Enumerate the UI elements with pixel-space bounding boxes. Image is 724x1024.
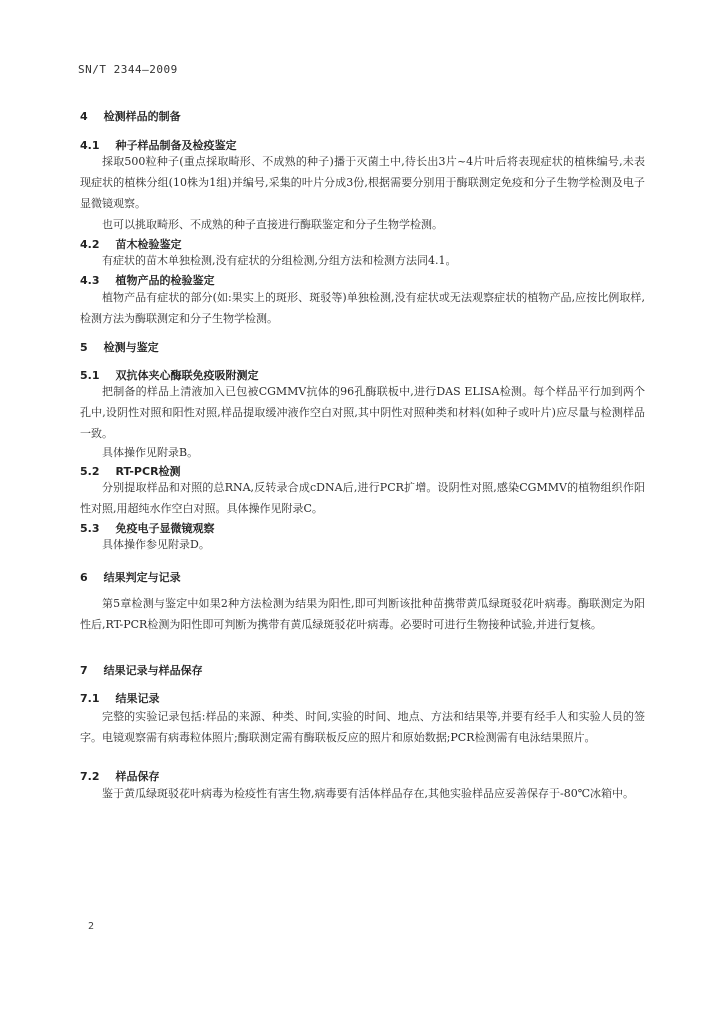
paragraph: 第5章检测与鉴定中如果2种方法检测为结果为阳性,即可判断该批种苗携带黄瓜绿斑驳花叶病毒。酶联测定为阳性后,RT-PCR检测为阳性即可判断为携带有黄瓜绿斑驳花叶病毒。必要时可进行生物接种试验,并进行复核。 xyxy=(80,597,645,631)
paragraph: 具体操作见附录B。 xyxy=(102,446,199,459)
section-number: 4.3 xyxy=(80,274,100,287)
section-7-2-heading xyxy=(80,768,160,784)
paragraph: 採取500粒种子(重点採取畸形、不成熟的种子)播于灭菌土中,待长出3片~4片叶后将表现症状的植株编号,未表现症状的植株分组(10株为1组)并编号,采集的叶片分成3份,根据需要分别用于酶联测定免疫和分子生物学检测及电子显微镜观察。 xyxy=(80,155,645,210)
section-number: 7.2 xyxy=(80,770,100,783)
section-title: 检测与鉴定 xyxy=(103,341,159,354)
paragraph: 分别提取样品和对照的总RNA,反转录合成cDNA后,进行PCR扩增。设阴性对照,感染CGMMV的植物组织作阳性对照,用超纯水作空白对照。具体操作见附录C。 xyxy=(80,481,645,515)
section-4-heading xyxy=(80,108,181,124)
paragraph: 完整的实验记录包括:样品的来源、种类、时间,实验的时间、地点、方法和结果等,并要有经手人和实验人员的签字。电镜观察需有病毒粒体照片;酶联测定需有酶联板反应的照片和原始数据;PCR检测需有电泳结果照片。 xyxy=(80,710,645,744)
paragraph: 具体操作参见附录D。 xyxy=(102,538,210,551)
section-title: 样品保存 xyxy=(115,770,160,783)
section-title: 检测样品的制备 xyxy=(103,110,181,123)
page-number: 2 xyxy=(88,921,95,932)
section-5-heading xyxy=(80,339,159,355)
section-number: 5.3 xyxy=(80,522,100,535)
section-number: 5 xyxy=(80,341,88,354)
section-number: 5.1 xyxy=(80,369,100,382)
section-number: 5.2 xyxy=(80,465,100,478)
paragraph: 把制备的样品上清液加入已包被CGMMV抗体的96孔酶联板中,进行DAS ELISA检测。每个样品平行加到两个孔中,设阴性对照和阳性对照,样品提取缓冲液作空白对照,其中阴性对照种类和材料(如种子或叶片)应尽量与检测样品一致。 xyxy=(80,385,645,440)
paragraph: 鉴于黄瓜绿斑驳花叶病毒为检疫性有害生物,病毒要有活体样品存在,其他实验样品应妥善保存于-80℃冰箱中。 xyxy=(102,787,635,800)
section-title: 免疫电子显微镜观察 xyxy=(115,522,215,535)
section-title: 植物产品的检验鉴定 xyxy=(115,274,215,287)
section-number: 4 xyxy=(80,110,88,123)
section-7-1-heading xyxy=(80,690,160,706)
paragraph: 有症状的苗木单独检测,没有症状的分组检测,分组方法和检测方法同4.1。 xyxy=(102,254,457,267)
paragraph: 植物产品有症状的部分(如:果实上的斑形、斑驳等)单独检测,没有症状或无法观察症状的植物产品,应按比例取样,检测方法为酶联测定和分子生物学检测。 xyxy=(80,291,645,325)
section-number: 7 xyxy=(80,664,88,677)
section-title: RT-PCR检测 xyxy=(115,465,181,478)
section-title: 苗木检验鉴定 xyxy=(115,238,182,251)
section-title: 双抗体夹心酶联免疫吸附测定 xyxy=(115,369,259,382)
standard-code: SN/T 2344—2009 xyxy=(78,63,178,76)
section-number: 7.1 xyxy=(80,692,100,705)
section-number: 6 xyxy=(80,571,88,584)
section-7-heading xyxy=(80,662,203,678)
section-title: 结果记录与样品保存 xyxy=(103,664,203,677)
section-number: 4.2 xyxy=(80,238,100,251)
section-6-heading xyxy=(80,569,181,585)
section-title: 结果记录 xyxy=(115,692,160,705)
section-4-3-heading xyxy=(80,272,215,288)
paragraph: 也可以挑取畸形、不成熟的种子直接进行酶联鉴定和分子生物学检测。 xyxy=(102,218,443,231)
section-title: 结果判定与记录 xyxy=(103,571,181,584)
section-number: 4.1 xyxy=(80,139,100,152)
section-title: 种子样品制备及检疫鉴定 xyxy=(115,139,237,152)
